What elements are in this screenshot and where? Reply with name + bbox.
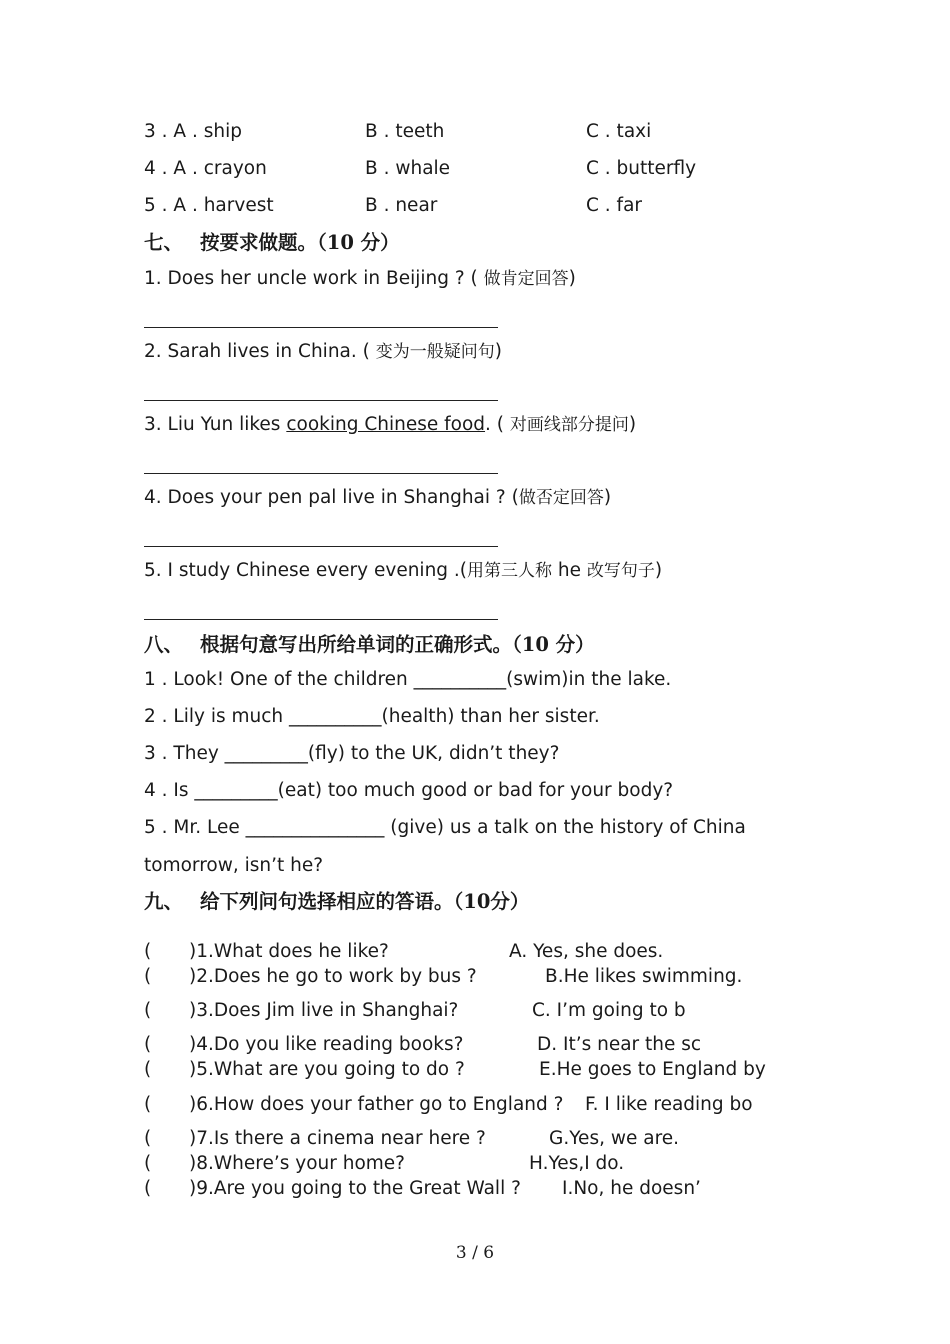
question-text-end: ) [494,341,502,362]
phonics-option-c: C . far [586,195,643,216]
fill-item-3: 3 . They _________(fly) to the UK, didn’t they? [144,743,560,764]
question-7-3 [144,413,636,437]
question-text-end: ) [568,268,576,289]
question-text: 3. Liu Yun likes [144,414,287,435]
section-number: 八、 [144,633,184,656]
phonics-option-c: C . taxi [586,121,652,142]
question-instruction: 做肯定回答 [483,269,569,289]
fill-item-2: 2 . Lily is much __________(health) than her sister. [144,706,600,727]
question-7-1 [144,267,576,291]
answer-line-2[interactable] [144,400,498,401]
question-instruction: 做否定回答 [518,488,604,508]
answer-line-5[interactable] [144,619,498,620]
match-question: )6.How does your father go to England ? [189,1094,564,1115]
fill-item-1: 1 . Look! One of the children __________(swim)in the lake. [144,669,672,690]
match-question: )8.Where’s your home? [189,1153,405,1174]
match-question: )2.Does he go to work by bus ? [189,966,477,987]
answer-bracket[interactable]: ( [144,1034,152,1055]
match-question: )3.Does Jim live in Shanghai? [189,1000,459,1021]
match-question: )5.What are you going to do ? [189,1059,465,1080]
question-text-post: . ( [485,414,510,435]
page-number: 3 / 6 [455,1243,495,1263]
match-answer: F. I like reading bo [585,1094,753,1115]
match-answer: C. I’m going to b [532,1000,686,1021]
fill-item-5: 5 . Mr. Lee _______________ (give) us a talk on the history of China [144,817,746,838]
answer-bracket[interactable]: ( [144,941,152,962]
match-answer: I.No, he doesn’ [562,1178,701,1199]
phonics-option-a: 3 . A . ship [144,121,242,142]
answer-bracket[interactable]: ( [144,1128,152,1149]
question-text: 2. Sarah lives in China. ( [144,341,376,362]
answer-line-4[interactable] [144,546,498,547]
section-number: 七、 [144,231,184,254]
section-title: 根据句意写出所给单词的正确形式。（10 分） [200,633,595,656]
phonics-option-b: B . whale [365,158,451,179]
question-text: 1. Does her uncle work in Beijing ? ( [144,268,484,289]
question-text-mid: he [552,560,587,581]
question-7-5 [144,559,662,583]
match-answer: G.Yes, we are. [549,1128,680,1149]
section-title: 给下列问句选择相应的答语。（10分） [200,890,530,913]
match-question: )7.Is there a cinema near here ? [189,1128,486,1149]
answer-line-1[interactable] [144,327,498,328]
section-7-heading [144,230,400,256]
answer-bracket[interactable]: ( [144,966,152,987]
question-7-2 [144,340,502,364]
match-answer: A. Yes, she does. [509,941,664,962]
question-text-end: ) [603,487,612,508]
match-answer: H.Yes,I do. [529,1153,625,1174]
match-answer: B.He likes swimming. [545,966,743,987]
match-question: )4.Do you like reading books? [189,1034,464,1055]
underlined-phrase: cooking Chinese food [286,414,486,435]
question-instruction: 用第三人称 [467,561,553,581]
match-question: )1.What does he like? [189,941,389,962]
match-answer: E.He goes to England by [539,1059,766,1080]
answer-bracket[interactable]: ( [144,1059,152,1080]
question-text: 4. Does your pen pal live in Shanghai ? ( [144,487,519,508]
question-text: 5. I study Chinese every evening .( [144,560,468,581]
match-answer: D. It’s near the sc [537,1034,702,1055]
section-title: 按要求做题。（10 分） [200,231,400,254]
phonics-option-a: 5 . A . harvest [144,195,274,216]
answer-bracket[interactable]: ( [144,1153,152,1174]
section-9-heading [144,889,529,915]
question-instruction: 对画线部分提问 [509,415,629,435]
phonics-option-c: C . butterfly [586,158,697,179]
match-question: )9.Are you going to the Great Wall ? [189,1178,521,1199]
question-7-4 [144,486,611,510]
question-instruction-2: 改写句子 [586,561,655,581]
question-text-end: ) [628,414,637,435]
question-instruction: 变为一般疑问句 [375,342,495,362]
answer-bracket[interactable]: ( [144,1094,152,1115]
fill-item-5-continued: tomorrow, isn’t he? [144,855,324,876]
section-number: 九、 [144,890,184,913]
answer-line-3[interactable] [144,473,498,474]
fill-item-4: 4 . Is _________(eat) too much good or bad for your body? [144,780,674,801]
question-text-end: ) [654,560,663,581]
phonics-option-a: 4 . A . crayon [144,158,267,179]
phonics-option-b: B . near [365,195,438,216]
answer-bracket[interactable]: ( [144,1000,152,1021]
answer-bracket[interactable]: ( [144,1178,152,1199]
phonics-option-b: B . teeth [365,121,445,142]
section-8-heading [144,632,595,658]
